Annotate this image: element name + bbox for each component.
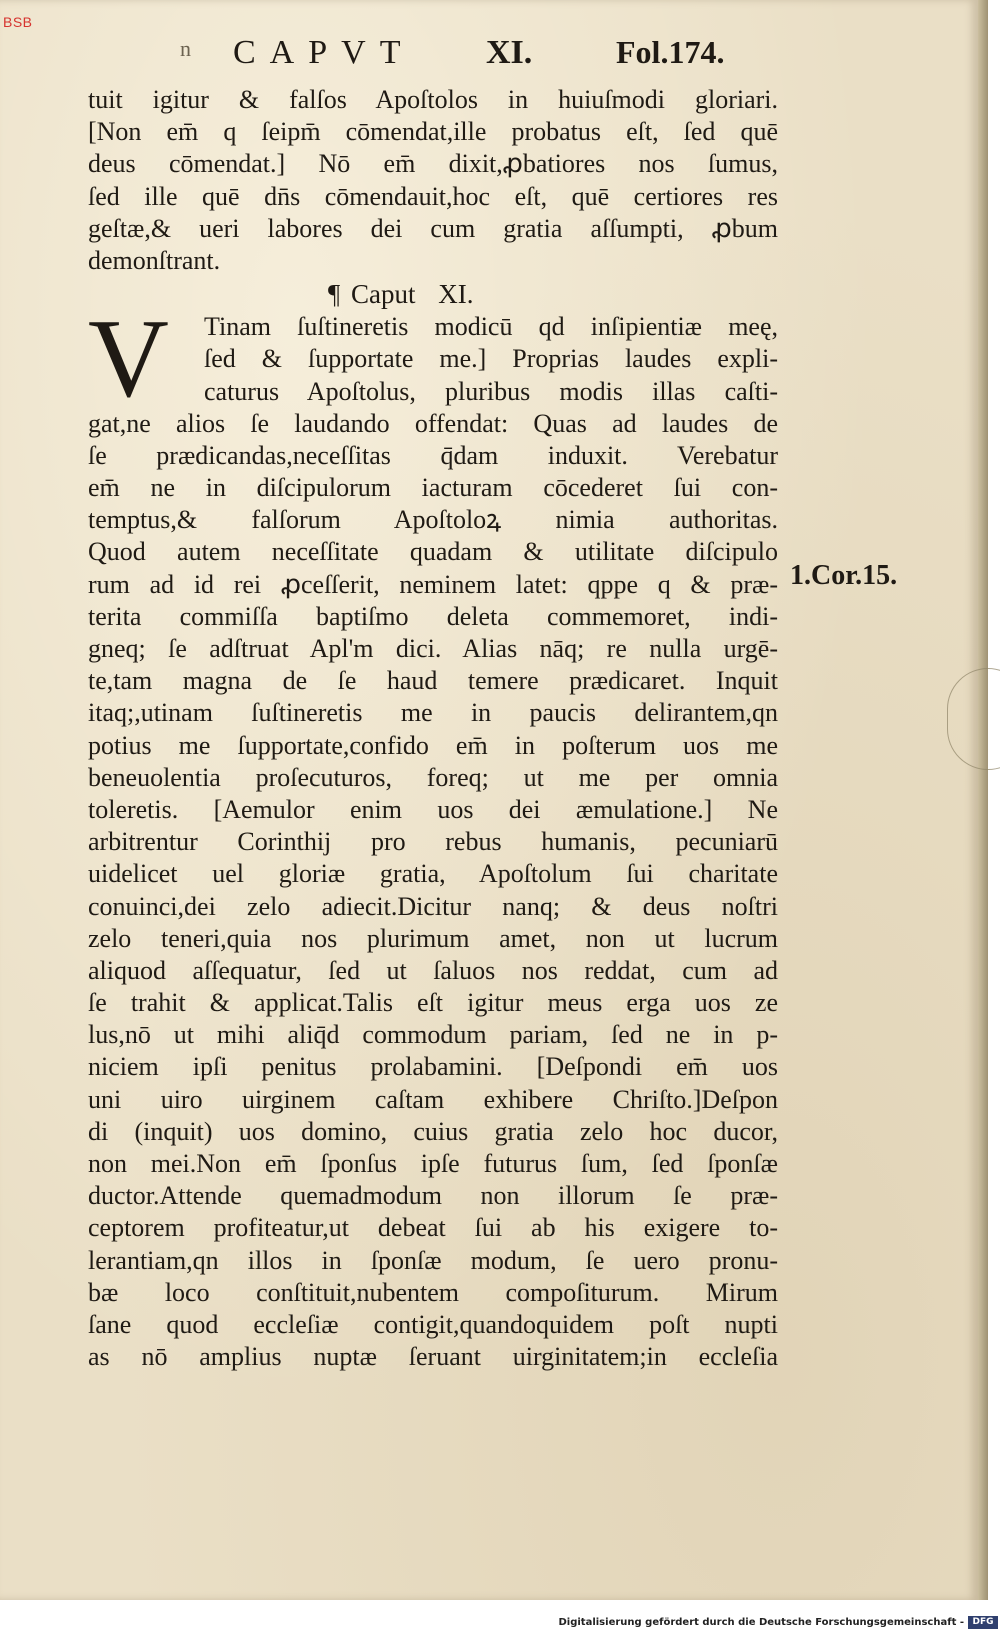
- chapter-heading-title: Caput XI.: [350, 279, 474, 310]
- text-line: Quod autem neceſſitate quadam & utilitate diſcipulo: [88, 537, 778, 567]
- text-line: potius me ſupportate,confido em̄ in poſterum uos me: [88, 730, 778, 760]
- text-line: tuit igitur & falſos Apoſtolos in huiuſmodi gloriari.: [88, 85, 778, 114]
- text-line: aliquod aſſequatur, ſed ut ſaluos nos reddat, cum ad: [88, 955, 778, 985]
- funding-footer: [0, 1614, 1000, 1634]
- chapter-label: CAPVT: [233, 34, 415, 71]
- text-line: ſe trahit & applicat.Talis eſt igitur meus erga uos ze: [88, 988, 778, 1018]
- drop-initial: V: [88, 297, 169, 422]
- text-line: uni uiro uirginem caſtam exhibere Chriſto.]Deſpon: [88, 1084, 778, 1114]
- text-line: Tinam ſuſtineretis modicū qd inſipientiæ meę,: [204, 312, 778, 342]
- text-line: demonſtrant.: [88, 245, 221, 275]
- text-line: itaq;,utinam ſuſtineretis me in paucis delirantem,qn: [88, 698, 778, 728]
- text-line: beneuolentia proſecuturos, foreq; ut me per omnia: [88, 762, 778, 792]
- text-line: di (inquit) uos domino, cuius gratia zelo hoc ducor,: [88, 1116, 778, 1146]
- text-column: [88, 84, 778, 1470]
- text-line: ſane quod eccleſiæ contigit,quandoquidem poſt nupti: [88, 1309, 778, 1339]
- funding-credit: Digitalisierung gefördert durch die Deutsche Forschungsgemeinschaft -: [558, 1617, 964, 1628]
- text-line: temptus,& falſorum Apoſtoloꝝ nimia authoritas.: [88, 505, 778, 535]
- text-line: uidelicet uel gloriæ gratia, Apoſtolum ſui charitate: [88, 859, 778, 889]
- text-line: arbitrentur Corinthij pro rebus humanis, pecuniarū: [88, 827, 778, 857]
- chapter-heading: [88, 277, 778, 311]
- text-line: toleretis. [Aemulor enim uos dei æmulatione.] Ne: [88, 794, 778, 824]
- text-line: gat,ne alios ſe laudando offendat: Quas ad laudes de: [88, 408, 778, 438]
- chapter-number: XI.: [486, 34, 533, 71]
- text-line: [88, 1438, 778, 1470]
- text-line: lerantiam,qn illos in ſponſæ modum, ſe uero pronu-: [88, 1245, 778, 1275]
- page-edge: [978, 0, 988, 1600]
- running-head: [88, 36, 778, 82]
- stray-mark: n: [180, 36, 191, 61]
- text-line: geſtæ,& ueri labores dei cum gratia aſſumpti, ꝓbum: [88, 213, 778, 243]
- dfg-logo: DFG: [968, 1616, 998, 1629]
- text-line: ceptorem profiteatur,ut debeat ſui ab his exigere to-: [88, 1213, 778, 1243]
- margin-note: 1.Cor.15.: [790, 560, 898, 591]
- text-line: as nō amplius nuptæ ſeruant uirginitatem;in eccleſia: [88, 1342, 778, 1372]
- library-stamp: BSB: [3, 14, 33, 30]
- text-line: [88, 1373, 778, 1405]
- text-line: deus cōmendat.] Nō em̄ dixit,ꝓbatiores nos ſumus,: [88, 149, 778, 179]
- text-line: em̄ ne in diſcipulorum iacturam cōcederet ſui con-: [88, 473, 778, 503]
- text-line: caturus Apoſtolus, pluribus modis illas caſti-: [204, 376, 778, 406]
- folio-number: Fol.174.: [616, 34, 725, 70]
- text-line: bæ loco conſtituit,nubentem compoſiturum. Mirum: [88, 1277, 778, 1307]
- text-line: ſe prædicandas,neceſſitas q̄dam induxit. Verebatur: [88, 440, 778, 470]
- text-line: ductor.Attende quemadmodum non illorum ſe præ-: [88, 1181, 778, 1211]
- text-line: rum ad id rei ꝓceſſerit, neminem latet: qppe q & præ-: [88, 569, 778, 599]
- paragraph-mark-icon: ¶: [328, 279, 341, 310]
- text-line: ſed ille quē dn̄s cōmendauit,hoc eſt, quē certiores res: [88, 181, 778, 211]
- text-line: zelo teneri,quia nos plurimum amet, non ut lucrum: [88, 923, 778, 953]
- text-line: gneq; ſe adſtruat Apl'm dici. Alias nāq; re nulla urgē-: [88, 634, 778, 663]
- initial-paragraph: [88, 297, 778, 422]
- text-line: niciem ipſi penitus prolabamini. [Deſpondi em̄ uos: [88, 1052, 778, 1082]
- text-line: ſed & ſupportate me.] Proprias laudes expli-: [204, 344, 778, 374]
- text-line: conuinci,dei zelo adiecit.Dicitur nanq; & deus noſtri: [88, 891, 778, 921]
- text-line: lus,nō ut mihi aliq̄d commodum pariam, ſed ne in p-: [88, 1020, 778, 1050]
- text-line: terita commiſſa baptiſmo deleta commemoret, indi-: [88, 601, 778, 631]
- text-line: te,tam magna de ſe haud temere prædicaret. Inquit: [88, 666, 778, 696]
- text-line: [88, 1406, 778, 1438]
- text-line: non mei.Non em̄ ſponſus ipſe futurus ſum, ſed ſponſæ: [88, 1149, 778, 1178]
- text-line: [Non em̄ q ſeipm̄ cōmendat,ille probatus eſt, ſed quē: [88, 117, 778, 147]
